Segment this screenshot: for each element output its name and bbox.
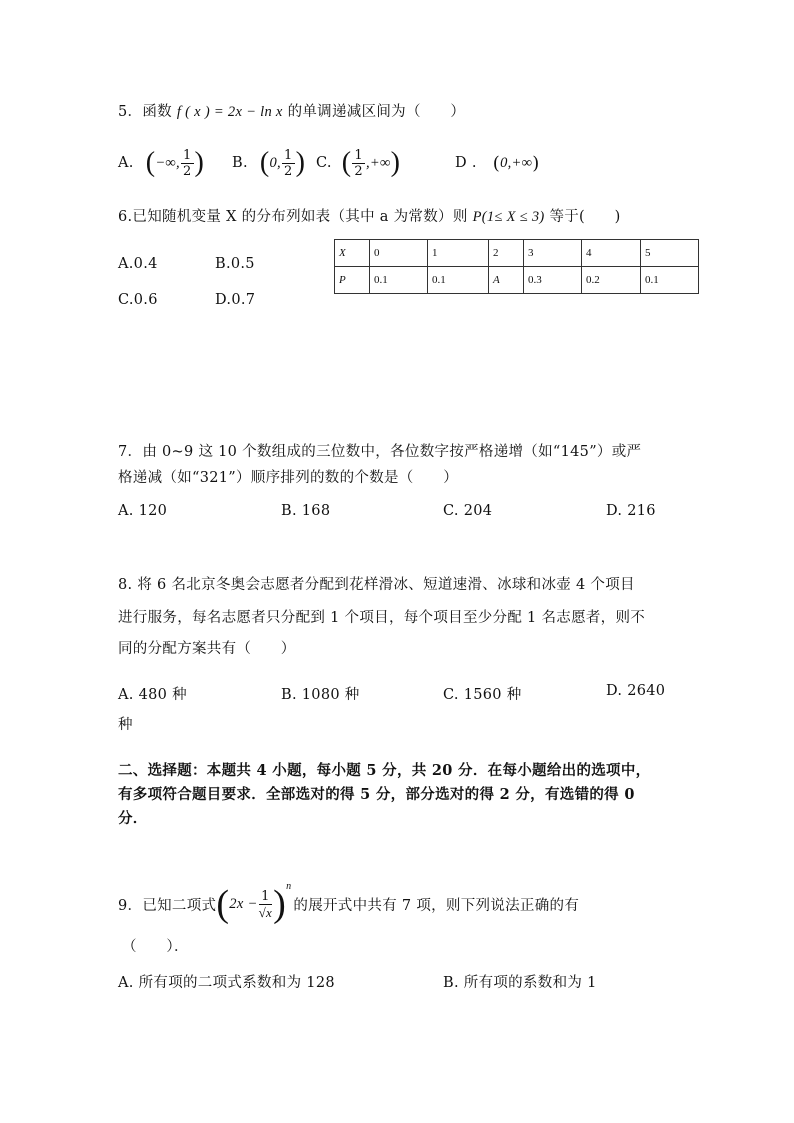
fraction-denominator: 2 <box>182 163 192 179</box>
table-row <box>335 267 699 294</box>
table-cell: 5 <box>641 240 699 267</box>
q5-option-c-right: ,+∞ <box>366 154 391 171</box>
fraction-denominator: 2 <box>354 163 363 179</box>
table-cell: 2 <box>489 240 524 267</box>
q6-suffix: 等于( ) <box>549 209 621 225</box>
q6-expression: P(1≤ X ≤ 3) <box>472 209 545 225</box>
q7-line-2: 格递减（如“321”）顺序排列的数的个数是（ ） <box>118 470 458 486</box>
q8-option-c[interactable]: C. 1560 种 <box>443 687 522 703</box>
q5-number: 5．函数 <box>118 104 172 120</box>
q5-option-d-label: D . <box>455 155 477 171</box>
table-cell: 0.3 <box>524 267 582 294</box>
left-paren: ( <box>216 883 230 925</box>
fraction-numerator: 1 <box>354 147 363 163</box>
q5-option-a-left: −∞, <box>155 154 180 171</box>
q8-option-d[interactable]: D. 2640 <box>606 683 666 699</box>
q9-expression: 2x − <box>229 895 258 912</box>
fraction-numerator: 1 <box>182 147 192 163</box>
table-cell: P <box>335 267 370 294</box>
section-2-line-3: 分． <box>118 810 148 827</box>
q5-option-b-left: 0, <box>269 154 281 171</box>
q8-option-b[interactable]: B. 1080 种 <box>281 687 360 703</box>
table-cell: 0 <box>370 240 428 267</box>
q9-line-2: （ ）． <box>122 939 189 955</box>
q9-stem <box>118 878 579 930</box>
left-paren: ( <box>259 147 270 178</box>
fraction-numerator: 1 <box>283 147 293 163</box>
q5-option-c-label: C. <box>316 155 332 171</box>
q7-line-1: 7．由 0~9 这 10 个数组成的三位数中，各位数字按严格递增（如“145”）或严 <box>118 444 642 460</box>
q5-option-a-fraction <box>181 148 194 179</box>
q5-suffix: 的单调递减区间为（ ） <box>287 104 466 120</box>
fraction-denominator: √x <box>258 904 273 920</box>
right-paren: ) <box>390 147 401 178</box>
q6-option-b[interactable]: B.0.5 <box>215 256 255 272</box>
q7-option-d[interactable]: D. 216 <box>606 503 656 519</box>
q5-option-a[interactable] <box>118 141 204 185</box>
table-cell: A <box>489 267 524 294</box>
table-cell: 0.1 <box>428 267 489 294</box>
q6-text: 6.已知随机变量 X 的分布列如表（其中 a 为常数）则 <box>118 209 468 225</box>
section-2-line-1: 二、选择题：本题共 4 小题，每小题 5 分，共 20 分．在每小题给出的选项中， <box>118 762 651 779</box>
q9-fraction <box>259 889 273 920</box>
q8-line-2: 进行服务，每名志愿者只分配到 1 个项目，每个项目至少分配 1 名志愿者，则不 <box>118 610 646 626</box>
left-paren: ( <box>145 147 156 178</box>
q5-function: f ( x ) = 2x − ln x <box>176 104 283 120</box>
table-cell: 0.1 <box>370 267 428 294</box>
q9-prefix: 9．已知二项式 <box>118 897 217 914</box>
q5-option-d-text: 0,+∞ <box>500 154 533 171</box>
left-paren: ( <box>492 152 501 174</box>
q8-option-d-overflow: 种 <box>118 717 133 733</box>
table-cell: 1 <box>428 240 489 267</box>
q5-option-b-label: B. <box>232 155 248 171</box>
table-cell: 0.1 <box>641 267 699 294</box>
q5-option-c[interactable] <box>316 141 400 185</box>
q8-line-3: 同的分配方案共有（ ） <box>118 641 296 657</box>
q9-suffix: 的展开式中共有 7 项，则下列说法正确的有 <box>293 897 580 914</box>
right-paren: ) <box>273 883 287 925</box>
q7-option-c[interactable]: C. 204 <box>443 503 493 519</box>
q6-stem <box>118 205 621 226</box>
table-cell: X <box>335 240 370 267</box>
distribution-table <box>334 239 699 294</box>
section-2-line-2: 有多项符合题目要求．全部选对的得 5 分，部分选对的得 2 分，有选错的得 0 <box>118 786 635 803</box>
table-cell: 3 <box>524 240 582 267</box>
q7-option-b[interactable]: B. 168 <box>281 503 331 519</box>
q6-option-d[interactable]: D.0.7 <box>215 292 256 308</box>
q6-option-c[interactable]: C.0.6 <box>118 292 158 308</box>
fraction-numerator: 1 <box>261 888 270 904</box>
q5-option-b[interactable] <box>232 141 305 185</box>
q5-stem <box>118 100 465 121</box>
right-paren: ) <box>532 152 540 174</box>
table-row <box>335 240 699 267</box>
q8-option-a[interactable]: A. 480 种 <box>118 687 187 703</box>
table-cell: 0.2 <box>582 267 641 294</box>
q5-option-b-fraction <box>282 148 295 179</box>
fraction-denominator: 2 <box>283 163 293 179</box>
left-paren: ( <box>341 147 352 178</box>
table-cell: 4 <box>582 240 641 267</box>
right-paren: ) <box>194 147 205 178</box>
right-paren: ) <box>295 147 306 178</box>
q5-option-c-fraction <box>352 148 365 179</box>
q5-option-d[interactable] <box>455 141 540 185</box>
q9-option-a[interactable]: A. 所有项的二项式系数和为 128 <box>118 975 335 991</box>
q9-power: n <box>286 880 292 892</box>
q5-option-a-label: A. <box>118 155 134 171</box>
q9-option-b[interactable]: B. 所有项的系数和为 1 <box>443 975 597 991</box>
q7-option-a[interactable]: A. 120 <box>118 503 168 519</box>
q6-option-a[interactable]: A.0.4 <box>118 256 158 272</box>
q8-line-1: 8. 将 6 名北京冬奥会志愿者分配到花样滑冰、短道速滑、冰球和冰壶 4 个项目 <box>118 577 635 593</box>
